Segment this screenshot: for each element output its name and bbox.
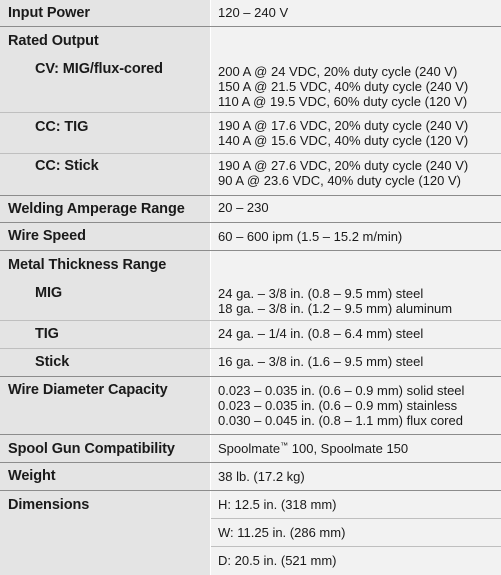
value-cell	[210, 0, 501, 26]
label-cell	[0, 0, 210, 26]
value-line: 24 ga. – 3/8 in. (0.8 – 9.5 mm) steel	[218, 286, 424, 301]
label-cell	[0, 435, 210, 462]
row-wire-diameter	[0, 377, 501, 435]
label-cv-mig: CV: MIG/flux-cored	[35, 61, 163, 77]
label-amperage-range: Welding Amperage Range	[8, 201, 185, 217]
row-weight	[0, 463, 501, 491]
label-cell	[0, 113, 210, 153]
value-line: 110 A @ 19.5 VDC, 60% duty cycle (120 V)	[218, 94, 468, 109]
value-cell	[210, 321, 501, 348]
value-line: 18 ga. – 3/8 in. (1.2 – 9.5 mm) aluminum	[218, 301, 453, 316]
label-tig: TIG	[35, 326, 59, 342]
value-line: 0.023 – 0.035 in. (0.6 – 0.9 mm) solid steel	[218, 383, 465, 398]
label-input-power: Input Power	[8, 5, 90, 21]
value-cell	[210, 279, 501, 320]
row-amperage-range	[0, 196, 501, 223]
value-dimension-h: H: 12.5 in. (318 mm)	[218, 497, 337, 512]
row-cc-stick	[0, 154, 501, 196]
label-cell	[0, 463, 210, 490]
value-dimension-w: W: 11.25 in. (286 mm)	[218, 525, 346, 540]
label-cc-tig: CC: TIG	[35, 119, 89, 135]
value-line: 20 – 230	[218, 200, 269, 215]
value-wire-speed	[218, 229, 402, 244]
value-mig	[218, 286, 452, 316]
label-cc-stick: CC: Stick	[35, 158, 99, 174]
row-input-power	[0, 0, 501, 27]
value-line: 190 A @ 17.6 VDC, 20% duty cycle (240 V)	[218, 118, 469, 133]
value-line: 0.023 – 0.035 in. (0.6 – 0.9 mm) stainless	[218, 398, 458, 413]
row-tig	[0, 321, 501, 349]
row-cv-mig	[0, 55, 501, 113]
label-metal-thickness: Metal Thickness Range	[8, 257, 167, 273]
label-cell	[0, 196, 210, 222]
label-wire-diameter: Wire Diameter Capacity	[8, 382, 168, 398]
label-cell	[0, 279, 210, 320]
label-cell	[0, 377, 210, 434]
value-dimension-d: D: 20.5 in. (521 mm)	[218, 553, 337, 568]
value-line: 200 A @ 24 VDC, 20% duty cycle (240 V)	[218, 64, 458, 79]
row-spool-gun	[0, 435, 501, 463]
value-cell	[210, 27, 501, 55]
value-line: 90 A @ 23.6 VDC, 40% duty cycle (120 V)	[218, 173, 461, 188]
label-mig: MIG	[35, 285, 63, 301]
label-cell	[0, 27, 210, 55]
row-stick	[0, 349, 501, 377]
value-input-power	[218, 5, 288, 20]
label-dimensions: Dimensions	[8, 497, 90, 513]
value-text: Spoolmate	[218, 441, 281, 456]
value-cell	[210, 251, 501, 279]
label-rated-output: Rated Output	[8, 33, 99, 49]
value-weight	[218, 469, 305, 484]
value-line: 16 ga. – 3/8 in. (1.6 – 9.5 mm) steel	[218, 354, 424, 369]
label-wire-speed: Wire Speed	[8, 228, 86, 244]
value-line: 38 lb. (17.2 kg)	[218, 469, 305, 484]
divider	[211, 518, 501, 519]
value-spool-gun	[218, 441, 408, 456]
row-cc-tig	[0, 113, 501, 154]
label-cell	[0, 321, 210, 348]
value-cc-tig	[218, 118, 468, 148]
row-metal-thickness	[0, 251, 501, 279]
row-dimensions	[0, 491, 501, 575]
value-cell	[210, 435, 501, 462]
value-line: 140 A @ 15.6 VDC, 40% duty cycle (120 V)	[218, 133, 469, 148]
value-cell	[210, 463, 501, 490]
value-cell	[210, 349, 501, 376]
value-line: 0.030 – 0.045 in. (0.8 – 1.1 mm) flux cored	[218, 413, 463, 428]
label-cell	[0, 491, 210, 575]
label-stick: Stick	[35, 354, 70, 370]
label-cell	[0, 223, 210, 250]
label-cell	[0, 251, 210, 279]
value-line: 60 – 600 ipm (1.5 – 15.2 m/min)	[218, 229, 403, 244]
value-cell	[210, 113, 501, 153]
trademark-symbol: ™	[280, 441, 289, 450]
value-cell	[210, 223, 501, 250]
value-line: 190 A @ 27.6 VDC, 20% duty cycle (240 V)	[218, 158, 469, 173]
label-cell	[0, 349, 210, 376]
row-rated-output	[0, 27, 501, 55]
row-wire-speed	[0, 223, 501, 251]
value-cv-mig	[218, 64, 468, 109]
label-cell	[0, 154, 210, 195]
value-stick	[218, 354, 423, 369]
value-cell	[210, 377, 501, 434]
value-tig	[218, 326, 423, 341]
value-cell	[210, 154, 501, 195]
value-cc-stick	[218, 158, 468, 188]
value-cell	[210, 491, 501, 575]
divider	[211, 546, 501, 547]
value-amperage-range	[218, 200, 269, 215]
value-line: 120 – 240 V	[218, 5, 289, 20]
label-weight: Weight	[8, 468, 56, 484]
value-wire-diameter	[218, 383, 464, 428]
value-text: 100, Spoolmate 150	[288, 441, 409, 456]
value-cell	[210, 55, 501, 112]
row-mig	[0, 279, 501, 321]
value-line: 24 ga. – 1/4 in. (0.8 – 6.4 mm) steel	[218, 326, 424, 341]
value-line: 150 A @ 21.5 VDC, 40% duty cycle (240 V)	[218, 79, 469, 94]
label-spool-gun: Spool Gun Compatibility	[8, 441, 175, 457]
value-cell	[210, 196, 501, 222]
label-cell	[0, 55, 210, 112]
